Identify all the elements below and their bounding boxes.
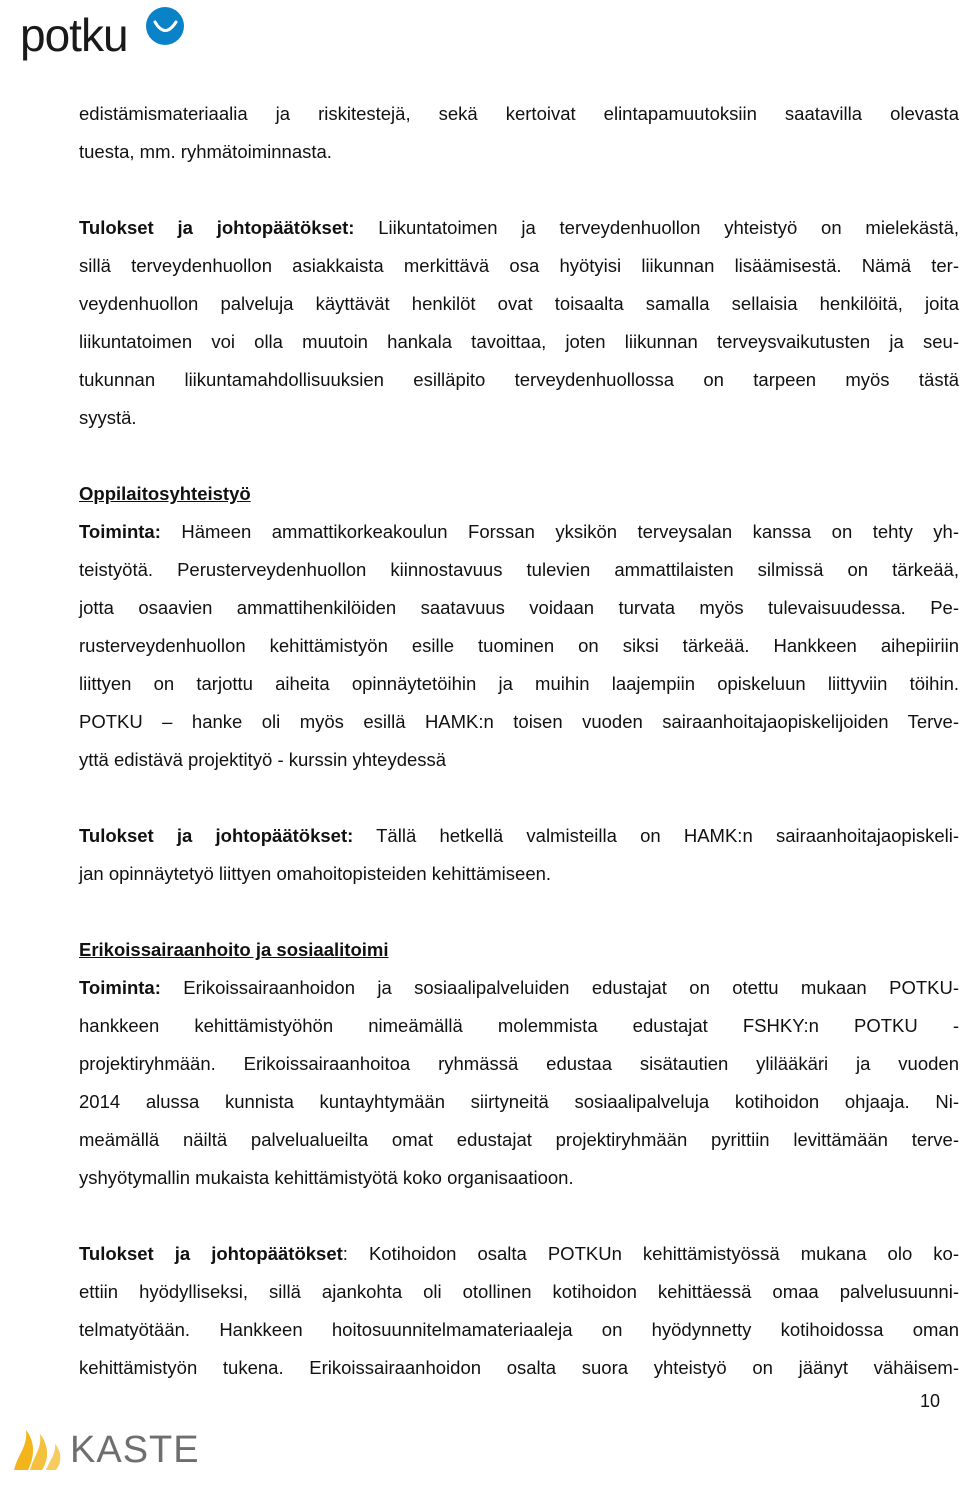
- text-line: jan opinnäytetyö liittyen omahoitopisteiden kehittämiseen.: [79, 863, 552, 884]
- text-line: liikuntatoimen voi olla muutoin hankala tavoittaa, joten liikunnan terveysvaikutusten ja seu-: [79, 331, 959, 352]
- text-line: tukunnan liikuntamahdollisuuksien esilläpito terveydenhuollossa on tarpeen myös tästä: [79, 369, 959, 390]
- text-line: rusterveydenhuollon kehittämistyön esille tuominen on siksi tärkeää. Hankkeen aihepiiriin: [79, 635, 959, 656]
- potku-logo-circle: [146, 7, 184, 45]
- potku-logo: [18, 2, 190, 62]
- document-body: [79, 95, 959, 1387]
- text-line: Tulokset ja johtopäätökset: Liikuntatoimen ja terveydenhuollon yhteistyö on mielekästä,: [79, 217, 959, 238]
- kaste-logo: [10, 1416, 220, 1472]
- potku-logo-text: potku: [20, 9, 128, 61]
- text-line: sillä terveydenhuollon asiakkaista merkittävä osa hyötyisi liikunnan lisäämisestä. Nämä ter-: [79, 255, 959, 276]
- text-line: hankkeen kehittämistyöhön nimeämällä molemmista edustajat FSHKY:n POTKU -: [79, 1015, 959, 1036]
- activity-label: Toiminta:: [79, 521, 161, 542]
- text-line: liittyen on tarjottu aiheita opinnäytetöihin ja muihin laajempiin opiskeluun liittyviin töihin.: [79, 673, 959, 694]
- page-number: 10: [920, 1391, 941, 1411]
- section-heading: Oppilaitosyhteistyö: [79, 483, 251, 504]
- text-line: edistämismateriaalia ja riskitestejä, sekä kertoivat elintapamuutoksiin saatavilla olevasta: [79, 103, 959, 124]
- text-line: meämällä näiltä palvelualueilta omat edustajat projektiryhmään pyrittiin levittämään terve-: [79, 1129, 959, 1150]
- text-line: veydenhuollon palveluja käyttävät henkilöt ovat toisaalta samalla sellaisia henkilöitä, joita: [79, 293, 959, 314]
- text-line: jotta osaavien ammattihenkilöiden saatavuus voidaan turvata myös tulevaisuudessa. Pe-: [79, 597, 959, 618]
- results-label: Tulokset ja johtopäätökset:: [79, 217, 355, 238]
- text-line: projektiryhmään. Erikoissairaanhoitoa ryhmässä edustaa sisätautien ylilääkäri ja vuoden: [79, 1053, 959, 1074]
- section-heading: Erikoissairaanhoito ja sosiaalitoimi: [79, 939, 389, 960]
- text-line: Toiminta: Hämeen ammattikorkeakoulun Forssan yksikön terveysalan kanssa on tehty yh-: [79, 521, 959, 542]
- results-label: Tulokset ja johtopäätökset: [79, 1243, 343, 1264]
- kaste-logo-text: KASTE: [70, 1429, 200, 1471]
- text-line: ettiin hyödylliseksi, sillä ajankohta oli otollinen kotihoidon kehittäessä omaa palvelusuunni-: [79, 1281, 959, 1302]
- text-line: POTKU – hanke oli myös esillä HAMK:n toisen vuoden sairaanhoitajaopiskelijoiden Terve-: [79, 711, 959, 732]
- text-line: yttä edistävä projektityö - kurssin yhteydessä: [79, 749, 447, 770]
- text-line: telmatyötään. Hankkeen hoitosuunnitelmamateriaaleja on hyödynnetty kotihoidossa oman: [79, 1319, 959, 1340]
- text-line: Toiminta: Erikoissairaanhoidon ja sosiaalipalveluiden edustajat on otettu mukaan POTKU-: [79, 977, 959, 998]
- text-line: 2014 alussa kunnista kuntayhtymään siirtyneitä sosiaalipalveluja kotihoidon ohjaaja. Ni-: [79, 1091, 959, 1112]
- text-line: kehittämistyön tukena. Erikoissairaanhoidon osalta suora yhteistyö on jäänyt vähäisem-: [79, 1357, 959, 1378]
- text-line: Tulokset ja johtopäätökset: Kotihoidon osalta POTKUn kehittämistyössä mukana olo ko-: [79, 1243, 959, 1264]
- activity-label: Toiminta:: [79, 977, 161, 998]
- flame-icon: [14, 1430, 60, 1470]
- text-line: tuesta, mm. ryhmätoiminnasta.: [79, 141, 332, 162]
- text-line: teistyötä. Perusterveydenhuollon kiinnostavuus tulevien ammattilaisten silmissä on tärkeää,: [79, 559, 959, 580]
- text-line: Tulokset ja johtopäätökset: Tällä hetkellä valmisteilla on HAMK:n sairaanhoitajaopiskeli-: [79, 825, 959, 846]
- text-line: syystä.: [79, 407, 137, 428]
- results-label: Tulokset ja johtopäätökset:: [79, 825, 354, 846]
- text-line: yshyötymallin mukaista kehittämistyötä koko organisaatioon.: [79, 1167, 574, 1188]
